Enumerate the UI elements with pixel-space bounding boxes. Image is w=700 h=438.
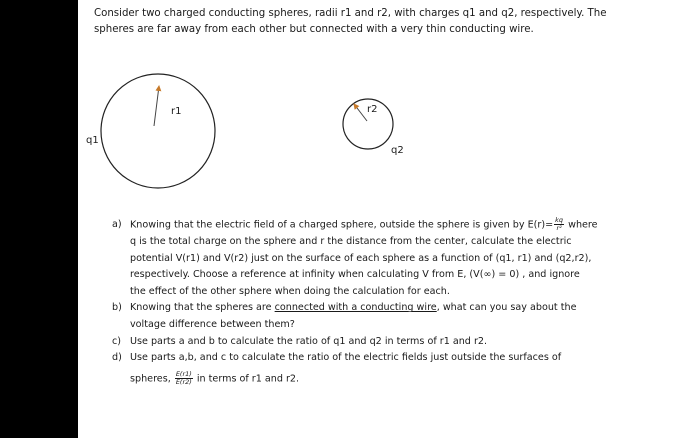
intro-line-2: spheres are far away from each other but connected with a very thin conducting wire. (94, 24, 534, 35)
question-a-marker: a) (112, 219, 122, 230)
underlined-phrase: connected with a conducting wire (274, 302, 437, 314)
question-b-text-after: , what can you say about the (436, 302, 577, 314)
question-b-text: Knowing that the spheres are (130, 302, 275, 314)
fraction-numerator: kq (555, 216, 564, 224)
question-b-marker: b) (112, 302, 122, 314)
question-d-marker: d) (112, 352, 122, 364)
label-r2: r2 (367, 104, 378, 115)
question-list (112, 217, 672, 388)
question-c (112, 334, 672, 351)
field-formula-fraction (554, 217, 564, 232)
question-b-line-2: voltage difference between them? (130, 319, 295, 331)
question-a (112, 217, 672, 300)
label-r1: r1 (171, 106, 182, 117)
question-d-line-2 (130, 371, 672, 388)
question-a-text: Knowing that the electric field of a charged sphere, outside the sphere is given by E(r)= (130, 219, 554, 231)
radius-r2-arrow (354, 104, 367, 121)
ratio-numerator: E(r1) (175, 369, 192, 378)
ratio-denominator: E(r2) (175, 377, 192, 386)
question-d-text-after: in terms of r1 and r2. (193, 373, 300, 385)
question-d (112, 350, 672, 388)
label-q2: q2 (391, 145, 404, 156)
question-a-line-2: q is the total charge on the sphere and r the distance from the center, calculate the electric (130, 236, 572, 248)
question-a-line-1 (130, 217, 672, 234)
radius-r1-arrow (154, 86, 159, 126)
question-c-marker: c) (112, 335, 122, 347)
question-b (112, 300, 672, 333)
document-page (78, 0, 700, 438)
question-b-line-1 (130, 300, 672, 317)
question-d-line-1: Use parts a,b, and c to calculate the ratio of the electric fields just outside the surfaces of (130, 352, 562, 364)
spheres-diagram (78, 0, 700, 200)
label-q1: q1 (86, 135, 99, 146)
intro-line-1: Consider two charged conducting spheres, radii r1 and r2, with charges q1 and q2, respectively. The (94, 8, 607, 19)
field-ratio-fraction (175, 371, 193, 386)
question-a-line-5: the effect of the other sphere when doing the calculation for each. (130, 285, 450, 297)
question-d-text: spheres, (130, 373, 174, 385)
question-a-line-4: respectively. Choose a reference at infinity when calculating V from E, (V(∞) = 0) , and ignore (130, 269, 580, 281)
fraction-denominator: r² (556, 224, 562, 232)
question-c-line-1: Use parts a and b to calculate the ratio of q1 and q2 in terms of r1 and r2. (130, 335, 488, 347)
question-a-line-3: potential V(r1) and V(r2) just on the surface of each sphere as a function of (q1, r1) and (q2,r2), (130, 252, 592, 264)
question-a-text-after: where (565, 219, 598, 231)
